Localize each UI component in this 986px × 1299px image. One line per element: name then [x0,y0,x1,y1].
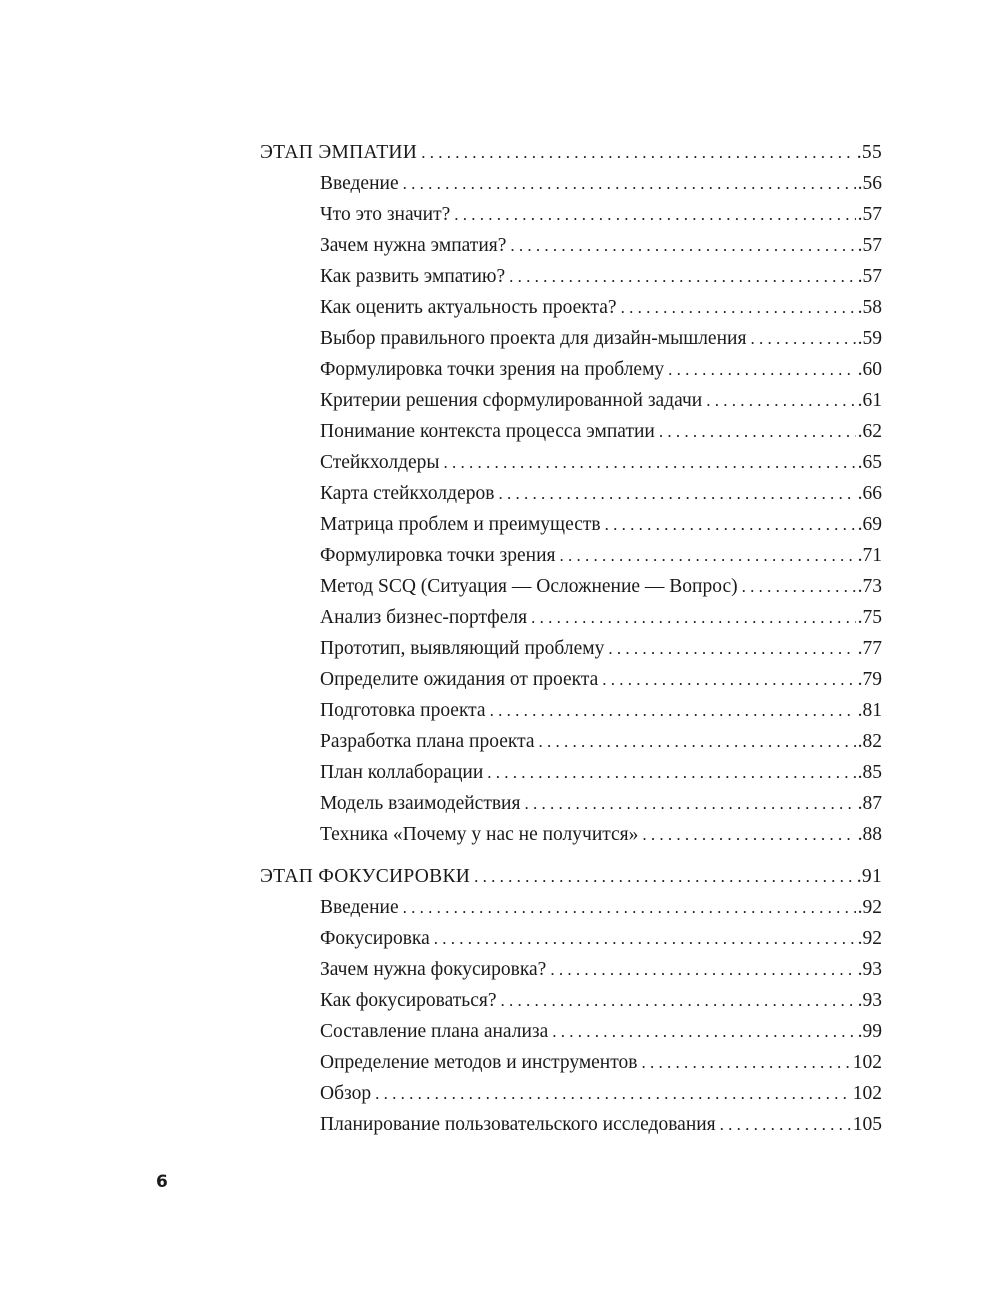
dot-leader [524,788,855,819]
chapter-title: ЭТАП ФОКУСИРОВКИ [260,866,471,887]
entry-title: Как развить эмпатию? [320,266,506,287]
entry-page: .92 [857,928,882,949]
entry-page: 102 [852,1052,882,1073]
dot-leader [444,447,856,478]
toc-entry[interactable] [260,1078,882,1109]
entry-title: Техника «Почему у нас не получится» [320,824,639,845]
toc-entry[interactable] [260,261,882,292]
dot-leader [742,571,856,602]
entry-page: .99 [857,1021,882,1042]
entry-title: Формулировка точки зрения на проблему [320,359,665,380]
dot-leader [720,1109,851,1140]
toc-entry[interactable] [260,788,882,819]
entry-title: Введение [320,173,399,194]
entry-title: Составление плана анализа [320,1021,549,1042]
toc-entry[interactable] [260,447,882,478]
dot-leader [641,1047,850,1078]
entry-title: Как оценить актуальность проекта? [320,297,617,318]
entry-title: Анализ бизнес-портфеля [320,607,528,628]
toc-chapter-focus[interactable] [260,861,882,892]
entry-page: .66 [857,483,882,504]
entry-page: .73 [857,576,882,597]
entry-title: Модель взаимодействия [320,793,521,814]
dot-leader [454,199,855,230]
toc-entry[interactable] [260,230,882,261]
toc-entry[interactable] [260,478,882,509]
dot-leader [421,137,855,168]
entry-title: Критерии решения сформулированной задачи [320,390,703,411]
entry-title: Подготовка проекта [320,700,486,721]
dot-leader [403,168,856,199]
toc-entry[interactable] [260,602,882,633]
entry-title: Выбор правильного проекта для дизайн-мышления [320,328,747,349]
dot-leader [531,602,856,633]
entry-page: .61 [857,390,882,411]
entry-page: .57 [857,235,882,256]
entry-title: Определите ожидания от проекта [320,669,599,690]
toc-entry[interactable] [260,985,882,1016]
toc-entry[interactable] [260,1016,882,1047]
entry-title: Понимание контекста процесса эмпатии [320,421,655,442]
dot-leader [668,354,855,385]
toc-entry[interactable] [260,168,882,199]
entry-page: .57 [857,266,882,287]
entry-title: Определение методов и инструментов [320,1052,638,1073]
entry-title: Прототип, выявляющий проблему [320,638,605,659]
entry-page: .88 [857,824,882,845]
entry-page: .56 [857,173,882,194]
toc-entry[interactable] [260,509,882,540]
entry-title: Фокусировка [320,928,430,949]
toc-entry[interactable] [260,819,882,850]
entry-page: .57 [857,204,882,225]
toc-entry[interactable] [260,323,882,354]
entry-page: .60 [857,359,882,380]
entry-page: .81 [857,700,882,721]
toc-chapter-empathy[interactable] [260,137,882,168]
entry-title: Введение [320,897,399,918]
toc-entry[interactable] [260,923,882,954]
entry-title: Обзор [320,1083,372,1104]
toc-entry[interactable] [260,695,882,726]
toc-entry[interactable] [260,757,882,788]
entry-title: Стейкхолдеры [320,452,440,473]
toc-entry[interactable] [260,354,882,385]
entry-page: .69 [857,514,882,535]
dot-leader [500,985,855,1016]
entry-title: Разработка плана проекта [320,731,535,752]
dot-leader [621,292,856,323]
entry-title: Карта стейкхолдеров [320,483,495,504]
entry-title: План коллаборации [320,762,484,783]
entry-page: .77 [857,638,882,659]
table-of-contents [260,137,882,1140]
chapter-title: ЭТАП ЭМПАТИИ [260,142,418,163]
entry-title: Формулировка точки зрения [320,545,556,566]
entry-title: Планирование пользовательского исследования [320,1114,716,1135]
dot-leader [550,954,855,985]
chapter-page: .55 [856,142,882,163]
entry-page: .75 [857,607,882,628]
toc-entry[interactable] [260,292,882,323]
dot-leader [605,509,856,540]
entry-title: Зачем нужна фокусировка? [320,959,547,980]
toc-entry[interactable] [260,633,882,664]
entry-page: .62 [857,421,882,442]
entry-page: .65 [857,452,882,473]
dot-leader [750,323,855,354]
toc-entry[interactable] [260,1047,882,1078]
entry-page: 105 [852,1114,882,1135]
entry-page: .82 [857,731,882,752]
entry-title: Зачем нужна эмпатия? [320,235,507,256]
toc-entry[interactable] [260,416,882,447]
dot-leader [403,892,856,923]
dot-leader [539,726,856,757]
entry-page: .85 [857,762,882,783]
dot-leader [490,695,856,726]
toc-entry[interactable] [260,540,882,571]
dot-leader [608,633,855,664]
toc-entry[interactable] [260,954,882,985]
dot-leader [642,819,855,850]
dot-leader [509,261,856,292]
entry-title: Что это значит? [320,204,451,225]
toc-entry[interactable] [260,385,882,416]
toc-entry[interactable] [260,664,882,695]
entry-page: .87 [857,793,882,814]
dot-leader [706,385,855,416]
entry-page: .58 [857,297,882,318]
dot-leader [434,923,856,954]
page-number: 6 [156,1172,168,1192]
entry-title: Метод SCQ (Ситуация — Осложнение — Вопрос) [320,576,738,597]
toc-entry[interactable] [260,892,882,923]
chapter-page: .91 [856,866,882,887]
dot-leader [602,664,855,695]
dot-leader [659,416,856,447]
dot-leader [552,1016,855,1047]
dot-leader [498,478,855,509]
entry-page: .93 [857,959,882,980]
entry-page: .59 [857,328,882,349]
entry-page: .71 [857,545,882,566]
dot-leader [474,861,855,892]
entry-page: .93 [857,990,882,1011]
dot-leader [375,1078,851,1109]
entry-title: Как фокусироваться? [320,990,497,1011]
entry-title: Матрица проблем и преимуществ [320,514,601,535]
toc-entry[interactable] [260,726,882,757]
dot-leader [559,540,855,571]
toc-entry[interactable] [260,199,882,230]
dot-leader [487,757,855,788]
entry-page: .79 [857,669,882,690]
toc-entry[interactable] [260,1109,882,1140]
entry-page: .92 [857,897,882,918]
toc-entry[interactable] [260,571,882,602]
entry-page: 102 [852,1083,882,1104]
dot-leader [510,230,855,261]
